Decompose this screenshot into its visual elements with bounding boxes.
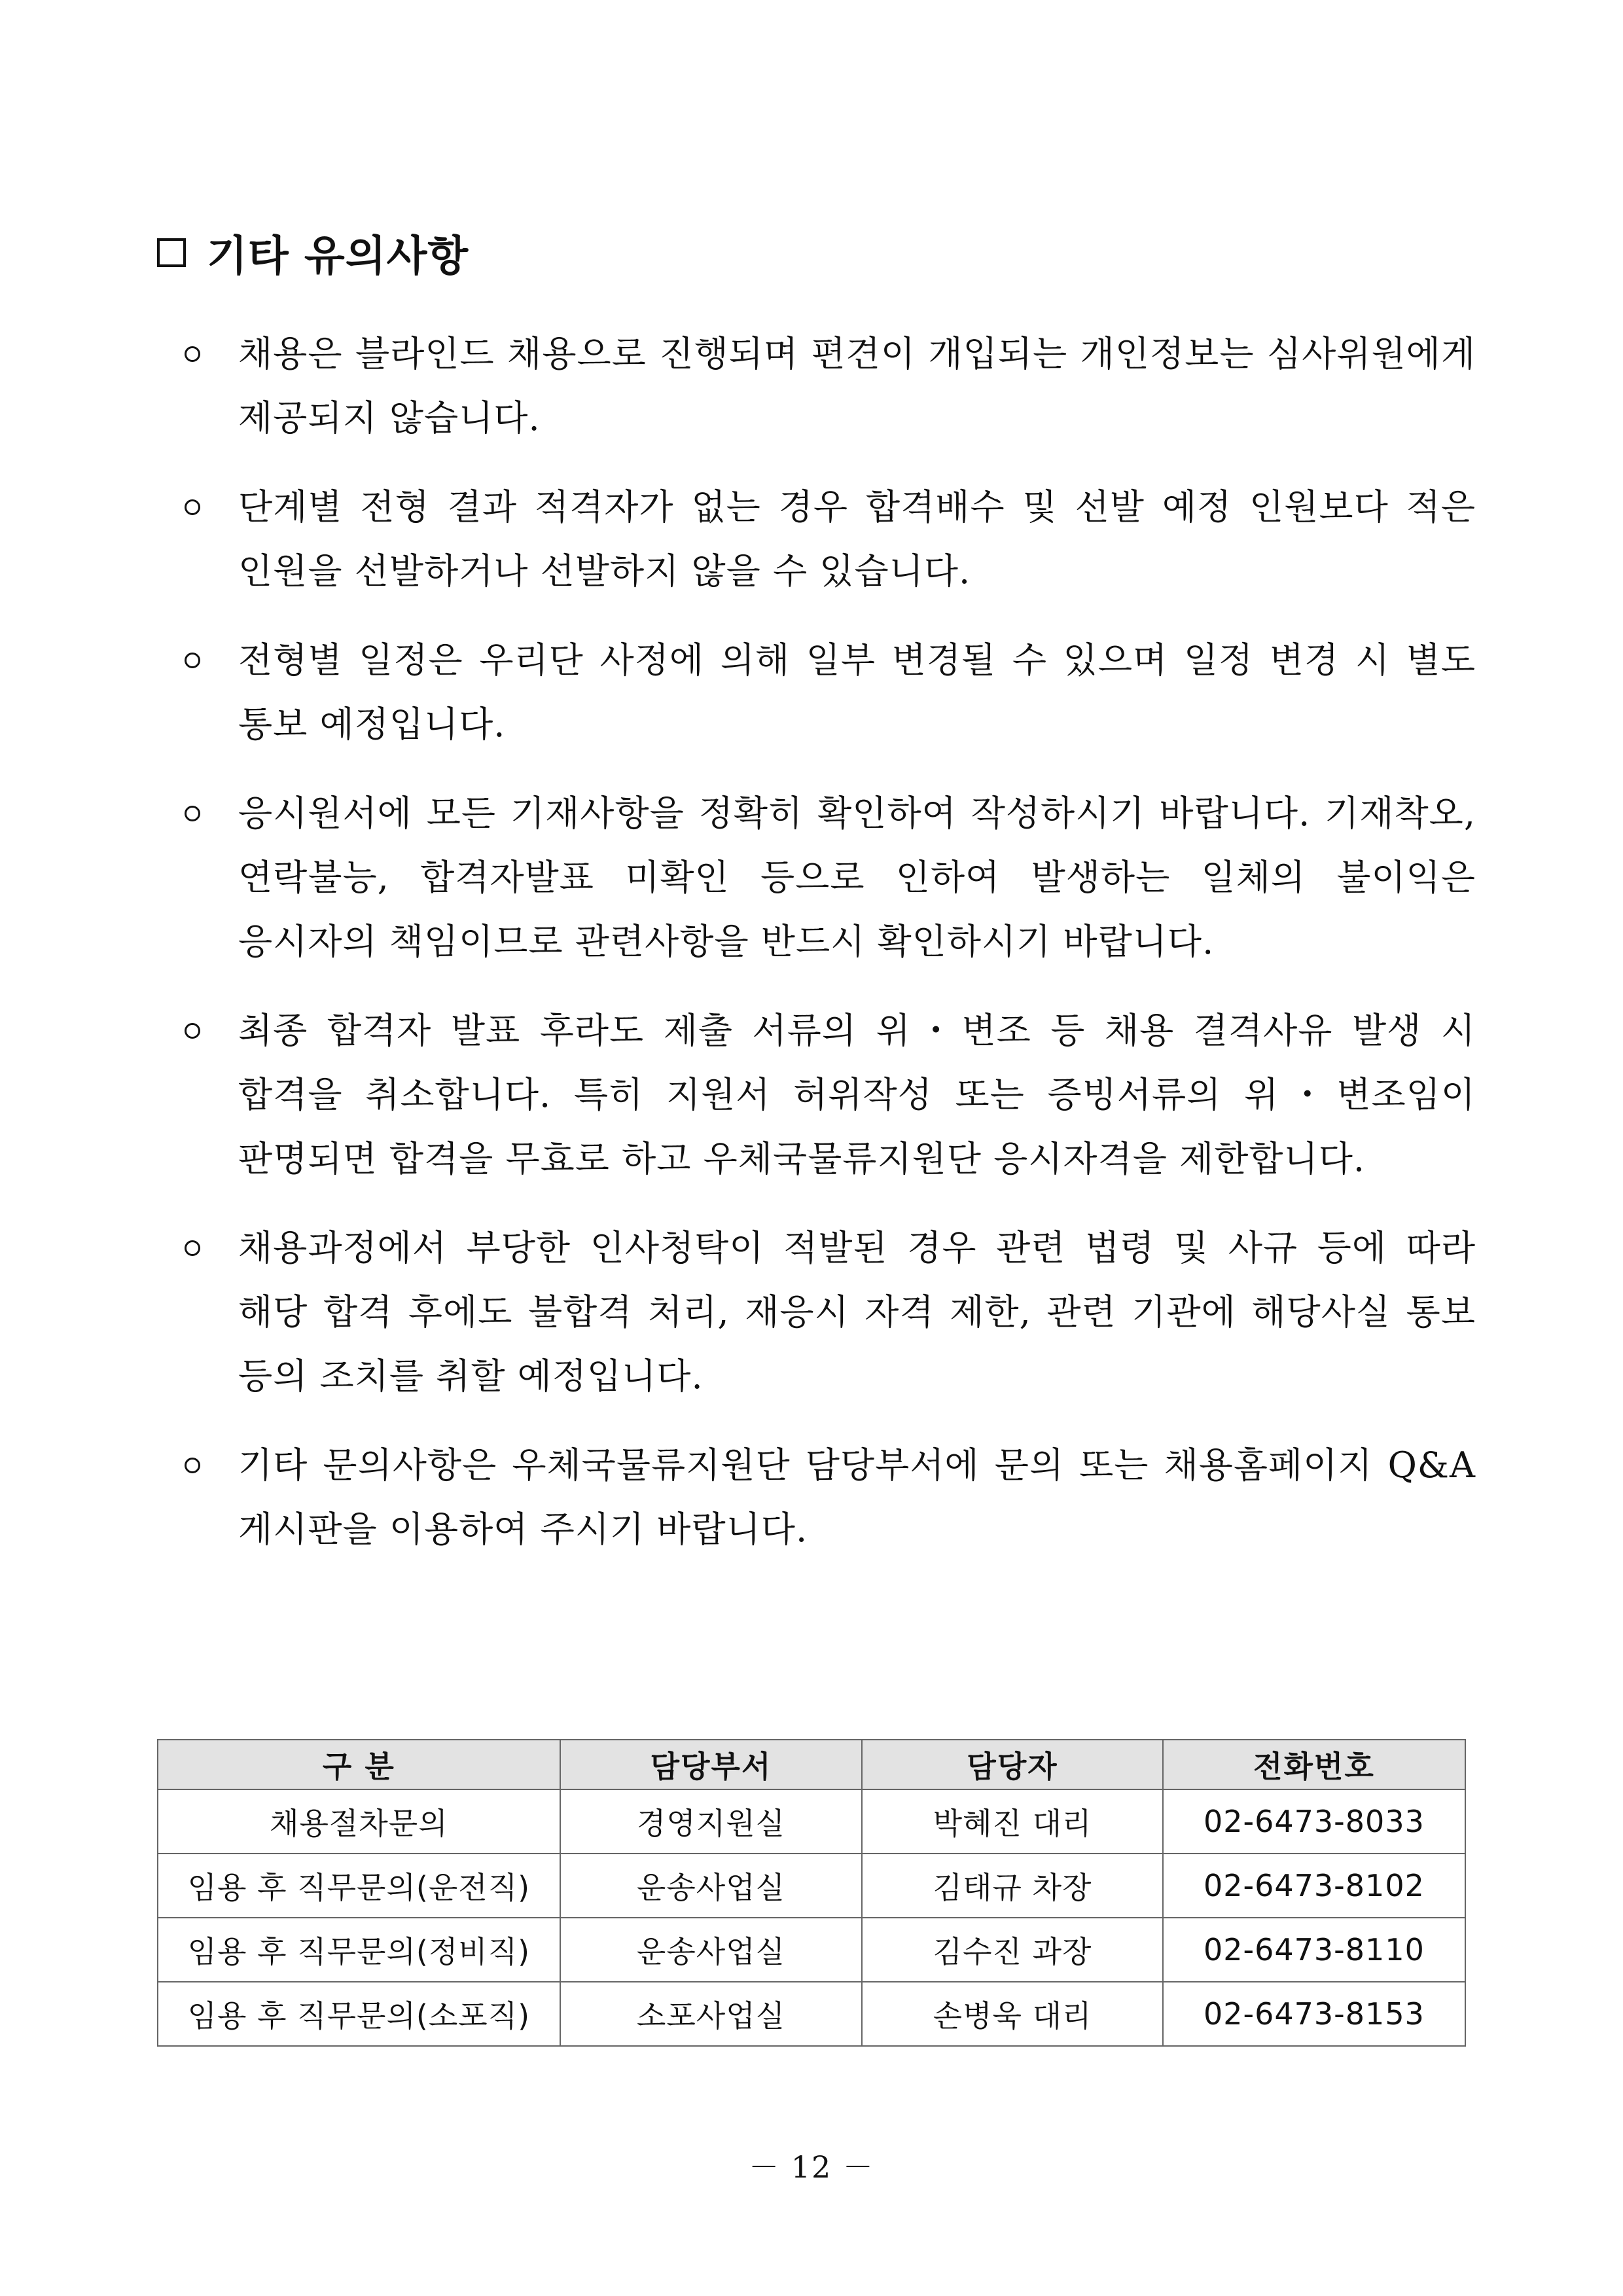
cell-phone: 02-6473-8102	[1163, 1854, 1465, 1918]
cell-dept: 운송사업실	[560, 1918, 863, 1982]
circle-bullet-icon	[177, 999, 238, 1063]
table-row	[158, 1918, 1465, 1982]
list-item-text: 전형별 일정은 우리단 사정에 의해 일부 변경될 수 있으며 일정 변경 시 별도 통보 예정입니다.	[238, 639, 1476, 745]
section-title: 기타 유의사항	[207, 232, 469, 281]
cell-dept: 소포사업실	[560, 1982, 863, 2046]
list-item	[177, 999, 1476, 1191]
list-item-text: 응시원서에 모든 기재사항을 정확히 확인하여 작성하시기 바랍니다. 기재착오, 연락불능, 합격자발표 미확인 등으로 인하여 발생하는 일체의 불이익은 응시자의 책임이므로 관련사항을 반드시 확인하시기 바랍니다.	[238, 793, 1476, 962]
header-phone: 전화번호	[1163, 1740, 1465, 1789]
table-header-row	[158, 1740, 1465, 1789]
cell-dept: 운송사업실	[560, 1854, 863, 1918]
cell-dept: 경영지원실	[560, 1789, 863, 1854]
list-item	[177, 1433, 1476, 1562]
cell-phone: 02-6473-8110	[1163, 1918, 1465, 1982]
circle-bullet-icon	[177, 322, 238, 386]
list-item	[177, 781, 1476, 974]
cell-category: 채용절차문의	[158, 1789, 560, 1854]
list-item-text: 단계별 전형 결과 적격자가 없는 경우 합격배수 및 선발 예정 인원보다 적은 인원을 선발하거나 선발하지 않을 수 있습니다.	[238, 486, 1476, 592]
table-row	[158, 1789, 1465, 1854]
header-category: 구 분	[158, 1740, 560, 1789]
circle-bullet-icon	[177, 628, 238, 692]
list-item-text: 최종 합격자 발표 후라도 제출 서류의 위・변조 등 채용 결격사유 발생 시 합격을 취소합니다. 특히 지원서 허위작성 또는 증빙서류의 위・변조임이 판명되면 합격을 무효로 하고 우체국물류지원단 응시자격을 제한합니다.	[238, 1010, 1476, 1179]
table-row	[158, 1854, 1465, 1918]
list-item	[177, 322, 1476, 450]
contact-table	[157, 1739, 1466, 2047]
list-item-text: 기타 문의사항은 우체국물류지원단 담당부서에 문의 또는 채용홈페이지 Q&A 게시판을 이용하여 주시기 바랍니다.	[238, 1444, 1476, 1550]
circle-bullet-icon	[177, 1433, 238, 1498]
checkbox-square-icon	[157, 238, 186, 267]
cell-category: 임용 후 직무문의(운전직)	[158, 1854, 560, 1918]
cell-person: 김수진 과장	[862, 1918, 1163, 1982]
notice-list	[177, 322, 1476, 1587]
header-dept: 담당부서	[560, 1740, 863, 1789]
circle-bullet-icon	[177, 475, 238, 539]
list-item	[177, 628, 1476, 757]
cell-category: 임용 후 직무문의(정비직)	[158, 1918, 560, 1982]
list-item	[177, 1216, 1476, 1408]
circle-bullet-icon	[177, 1216, 238, 1280]
header-person: 담당자	[862, 1740, 1163, 1789]
list-item-text: 채용과정에서 부당한 인사청탁이 적발된 경우 관련 법령 및 사규 등에 따라 해당 합격 후에도 불합격 처리, 재응시 자격 제한, 관련 기관에 해당사실 통보 등의 조치를 취할 예정입니다.	[238, 1227, 1476, 1397]
list-item-text: 채용은 블라인드 채용으로 진행되며 편견이 개입되는 개인정보는 심사위원에게 제공되지 않습니다.	[238, 333, 1476, 439]
cell-category: 임용 후 직무문의(소포직)	[158, 1982, 560, 2046]
table-row	[158, 1982, 1465, 2046]
cell-phone: 02-6473-8033	[1163, 1789, 1465, 1854]
section-heading	[157, 221, 469, 284]
cell-person: 김태규 차장	[862, 1854, 1163, 1918]
page-number: － 12 －	[749, 2149, 874, 2185]
cell-person: 손병욱 대리	[862, 1982, 1163, 2046]
circle-bullet-icon	[177, 781, 238, 846]
list-item	[177, 475, 1476, 603]
cell-person: 박혜진 대리	[862, 1789, 1163, 1854]
cell-phone: 02-6473-8153	[1163, 1982, 1465, 2046]
